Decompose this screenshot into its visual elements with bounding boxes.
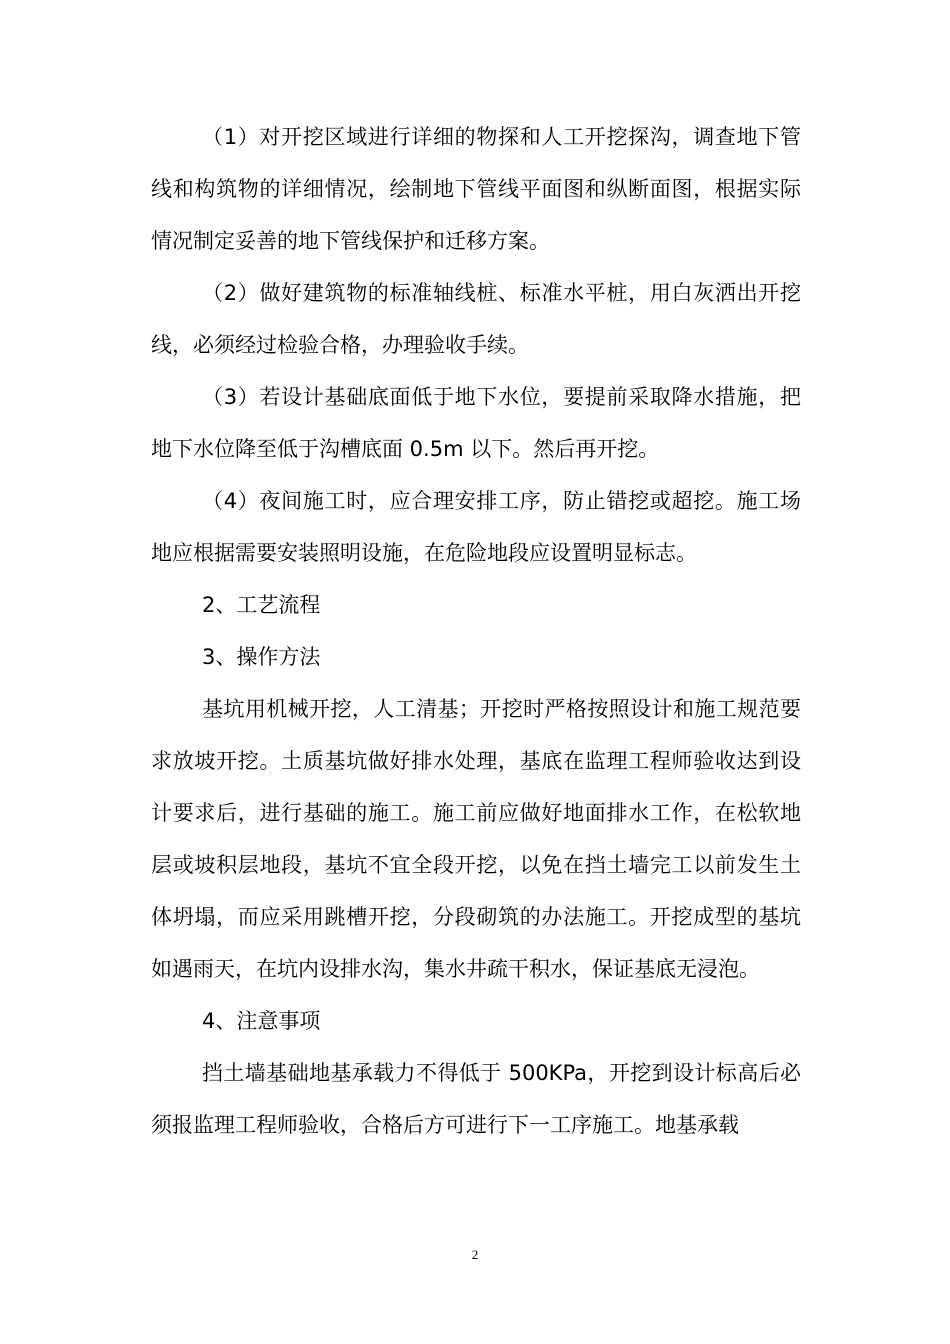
page-number: 2 bbox=[471, 1247, 479, 1262]
paragraph-bearing-capacity: 挡土墙基础地基承载力不得低于 500KPa，开挖到设计标高后必须报监理工程师验收，合格后方可进行下一工序施工。地基承载 bbox=[151, 1061, 801, 1137]
section-heading-precautions: 4、注意事项 bbox=[202, 1009, 321, 1033]
paragraph-excavation-method: 基坑用机械开挖，人工清基；开挖时严格按照设计和施工规范要求放坡开挖。土质基坑做好排水处理，基底在监理工程师验收达到设计要求后，进行基础的施工。施工前应做好地面排水工作，在松软地层或坡积层地段，基坑不宜全段开挖，以免在挡土墙完工以前发生土体坍塌，而应采用跳槽开挖，分段砌筑的办法施工。开挖成型的基坑如遇雨天，在坑内设排水沟，集水井疏干积水，保证基底无浸泡。 bbox=[151, 697, 801, 981]
paragraph-night-work: （4）夜间施工时，应合理安排工序，防止错挖或超挖。施工场地应根据需要安装照明设施，在危险地段应设置明显标志。 bbox=[151, 489, 801, 565]
section-heading-process-flow: 2、工艺流程 bbox=[202, 593, 321, 617]
section-heading-operation-method: 3、操作方法 bbox=[202, 645, 321, 669]
paragraph-dewatering: （3）若设计基础底面低于地下水位，要提前采取降水措施，把地下水位降至低于沟槽底面 0.5m 以下。然后再开挖。 bbox=[151, 385, 801, 461]
paragraph-pipeline-survey: （1）对开挖区域进行详细的物探和人工开挖探沟，调查地下管线和构筑物的详细情况，绘制地下管线平面图和纵断面图，根据实际情况制定妥善的地下管线保护和迁移方案。 bbox=[151, 125, 801, 253]
document-body bbox=[151, 111, 801, 1151]
paragraph-axis-stakes: （2）做好建筑物的标准轴线桩、标准水平桩，用白灰洒出开挖线，必须经过检验合格，办理验收手续。 bbox=[151, 281, 801, 357]
